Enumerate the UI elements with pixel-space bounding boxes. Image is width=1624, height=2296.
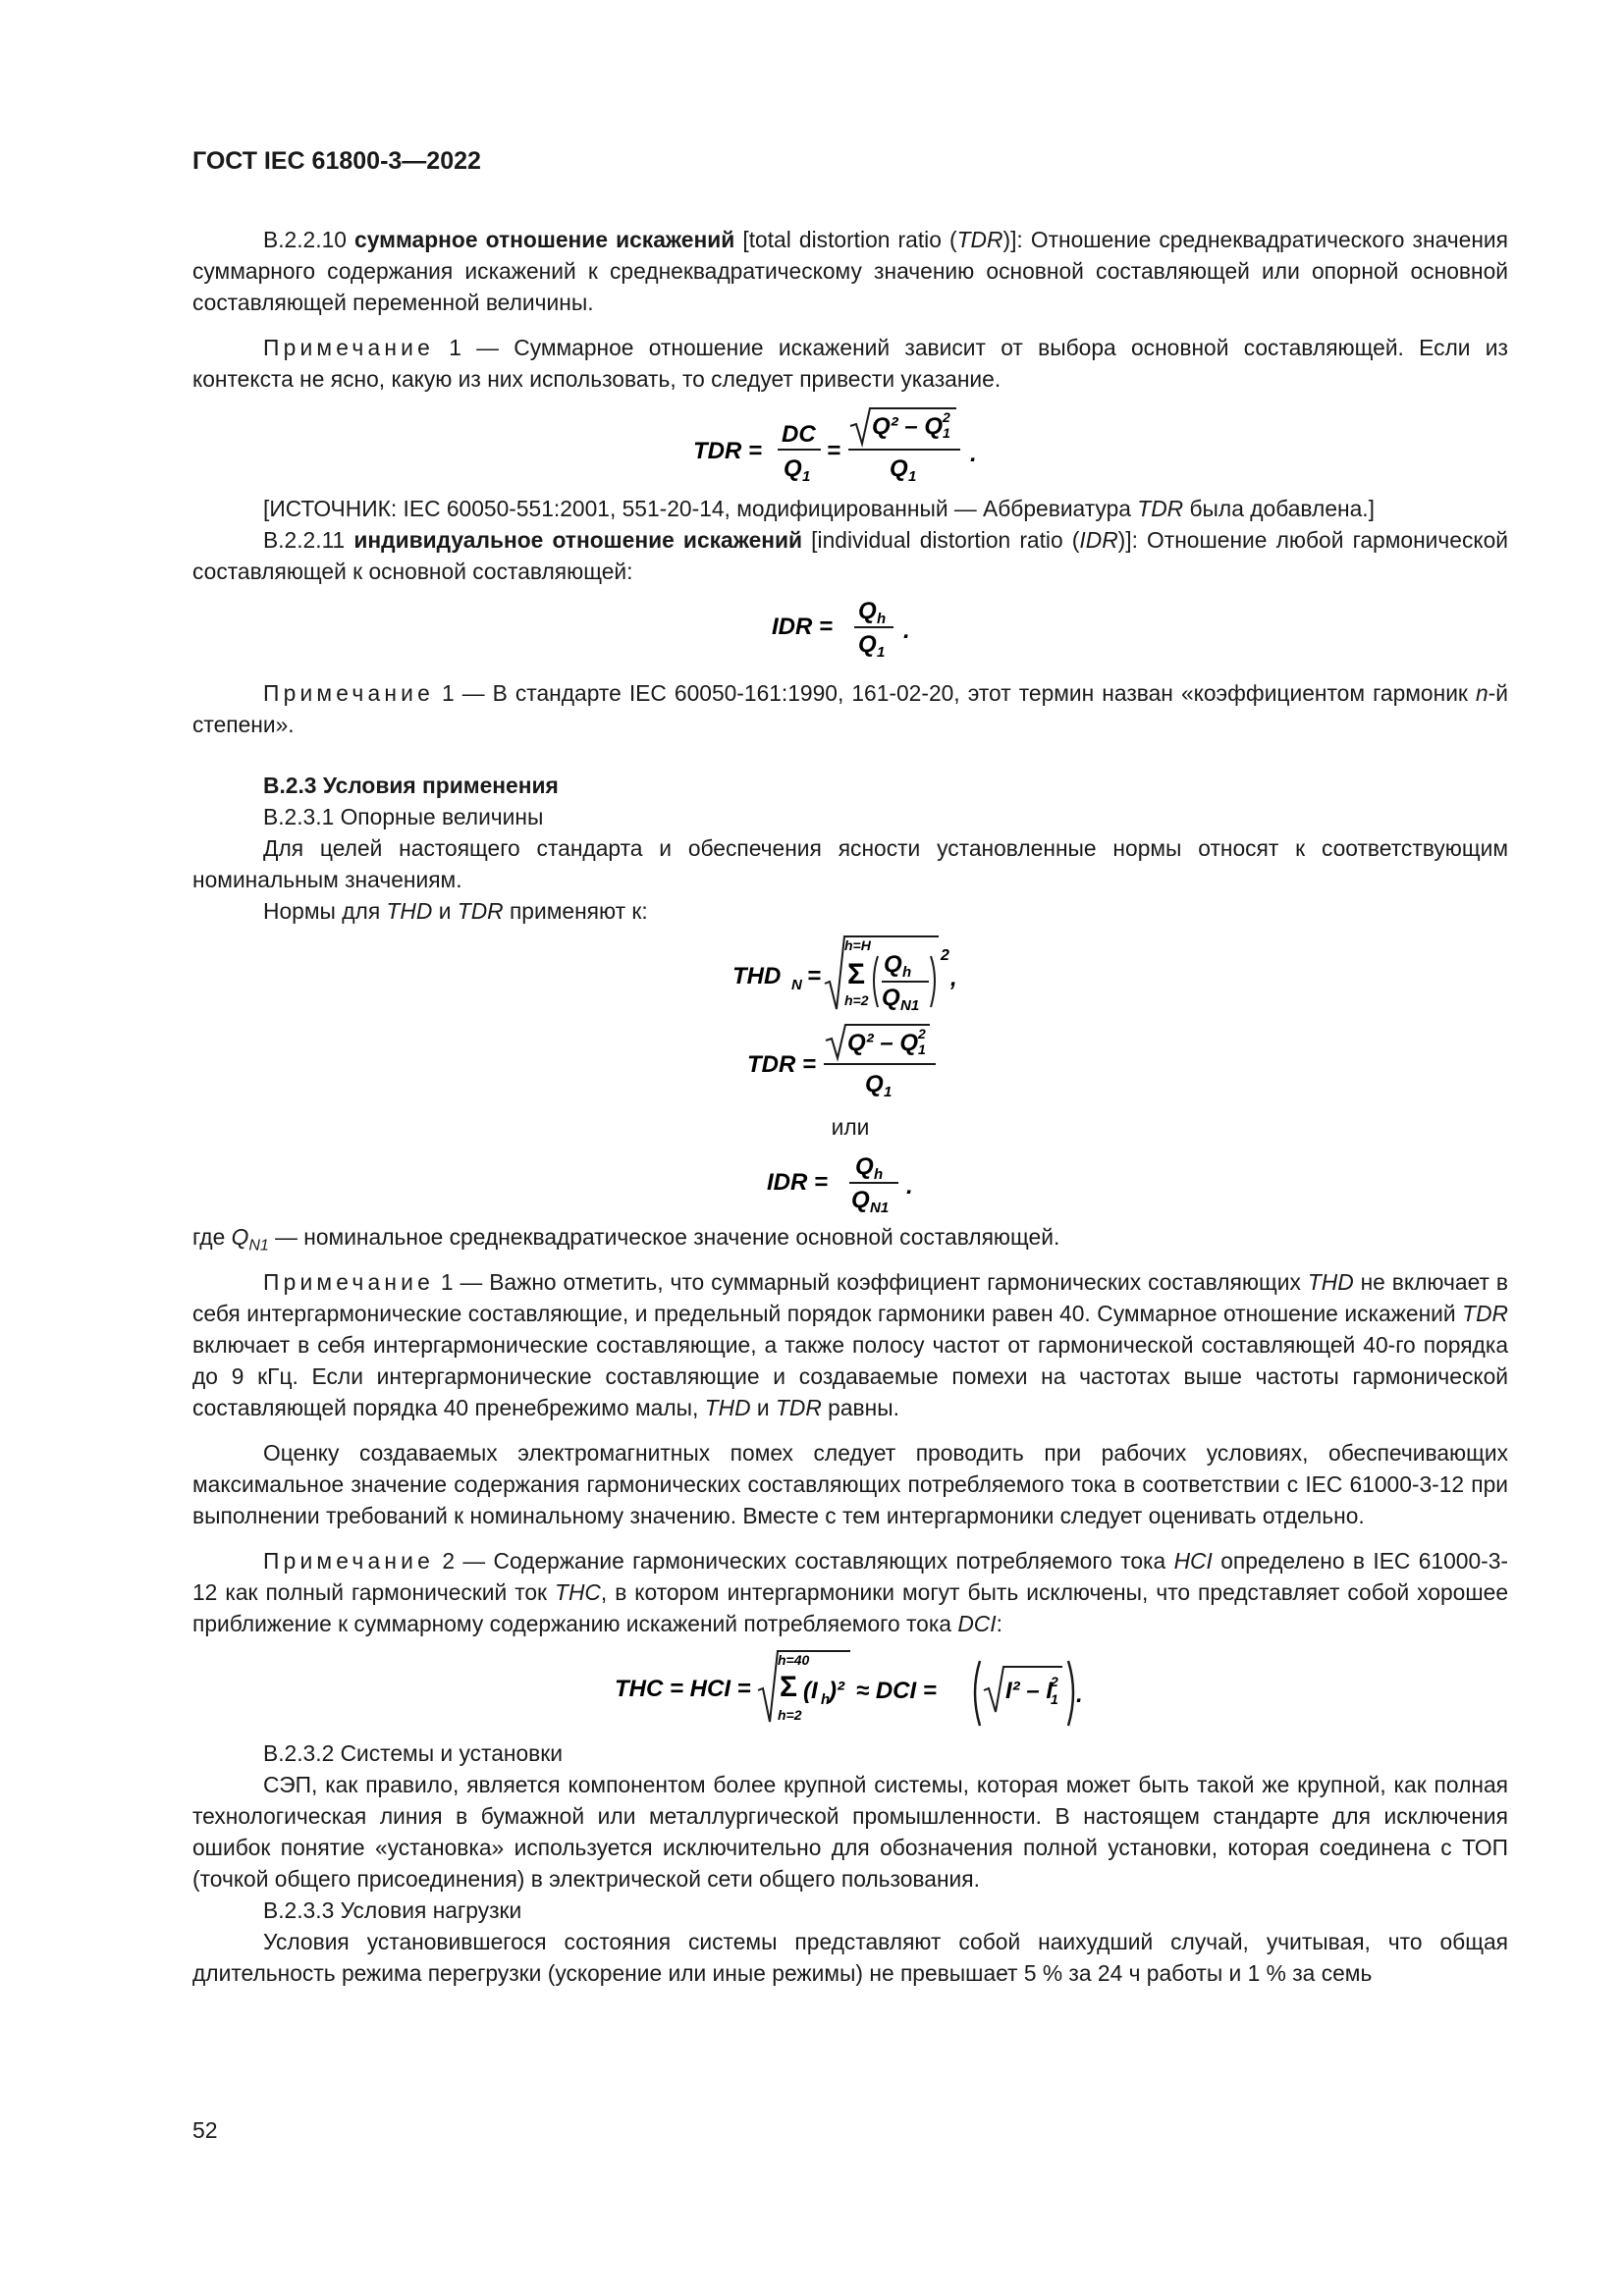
svg-text:Q: Q: [784, 455, 802, 482]
formula-thdn: [192, 933, 1508, 1017]
svg-text:N1: N1: [900, 997, 920, 1014]
svg-text:1: 1: [918, 1041, 926, 1057]
note-idr: Примечание 1 — В стандарте IEC 60050-161:1990, 161-02-20, этот термин назван «коэффициентом гармоник n-й степени».: [192, 680, 1508, 737]
formula-tdr-1: [192, 404, 1508, 493]
section-heading-b23: В.2.3 Условия применения: [263, 773, 559, 798]
subsection-b231: В.2.3.1 Опорные величины: [263, 804, 544, 829]
svg-text:1: 1: [943, 425, 950, 441]
svg-text:1: 1: [802, 468, 811, 485]
note-2: Примечание 2 — Содержание гармонических составляющих потребляемого тока HCI определено в IEC 61000-3-12 как полный гармонический ток THC, в котором интергармоники могут быть исключены, что представляет собой хорошее приближение к суммарному содержанию искажений потребляемого тока DCI:: [192, 1547, 1508, 1636]
svg-text:I² – I: I² – I: [1005, 1677, 1054, 1704]
svg-text:TDR =: TDR =: [747, 1051, 817, 1078]
svg-text:Q: Q: [884, 951, 902, 978]
svg-text:THD: THD: [732, 963, 782, 989]
svg-text:=: =: [827, 438, 841, 464]
svg-text:1: 1: [884, 1084, 893, 1100]
svg-text:(I: (I: [803, 1677, 818, 1704]
svg-text:h: h: [877, 611, 887, 627]
subsection-b232: В.2.3.2 Системы и установки: [263, 1739, 563, 1766]
svg-text:)²: )²: [829, 1677, 844, 1704]
note-label: Примечание: [263, 335, 434, 360]
svg-text:Q: Q: [855, 1153, 874, 1180]
svg-text:h: h: [874, 1166, 884, 1183]
term: суммарное отношение искажений: [354, 227, 735, 252]
svg-text:h=2: h=2: [778, 1706, 802, 1723]
paragraph-b232: СЭП, как правило, является компонентом более крупной системы, которая может быть такой же крупной, как полная технологическая линия в бумажной или металлургической промышленности. В настоящем стандарте для исключения ошибок понятие «установка» используется исключительно для обозначения полной установки, которая соединена с ТОП (точкой общего присоединения) в электрической сети общего пользования.: [192, 1771, 1508, 1892]
svg-text:Q: Q: [882, 985, 900, 1011]
svg-text:h=H: h=H: [844, 937, 871, 953]
svg-text:THC = HCI =: THC = HCI =: [615, 1675, 751, 1702]
formula-idr-2: [192, 1148, 1508, 1219]
svg-text:.: .: [906, 1173, 913, 1200]
svg-text:h=40: h=40: [778, 1651, 810, 1668]
svg-text:2: 2: [943, 409, 950, 425]
svg-text:h=2: h=2: [844, 992, 869, 1008]
paragraph-b233: Условия установившегося состояния системы представляют собой наихудший случай, учитывая, что общая длительность режима перегрузки (ускорение или иные режимы) не превышает 5 % за 24 ч работы и 1 % за семь: [192, 1928, 1508, 1986]
svg-text:IDR =: IDR =: [772, 614, 834, 640]
svg-text:DC: DC: [782, 421, 816, 448]
paragraph-assessment: Оценку создаваемых электромагнитных помех следует проводить при рабочих условиях, обеспечивающих максимальное значение содержания гармонических составляющих потребляемого тока в соответствии с IEC 61000-3-12 при выполнении требований к номинальному значению. Вместе с тем интергармоники следует оценивать отдельно.: [192, 1439, 1508, 1528]
formula-idr-1: [192, 593, 1508, 664]
svg-text:Σ: Σ: [847, 958, 866, 990]
svg-text:h: h: [902, 964, 912, 981]
paragraph-b2210: В.2.2.10 суммарное отношение искажений [total distortion ratio (TDR)]: Отношение среднеквадратического значения суммарного содержания искажений к среднеквадратическому значению основной составляющей или опорной основной составляющей переменной величины.: [192, 227, 1508, 315]
or-label: или: [831, 1114, 870, 1140]
svg-text:IDR =: IDR =: [767, 1169, 829, 1196]
svg-text:Q: Q: [858, 598, 877, 624]
paragraph-b2211: В.2.2.11 индивидуальное отношение искажений [individual distortion ratio (IDR)]: Отношение любой гармонической составляющей к основной составляющей:: [192, 527, 1509, 584]
formula-lhs: TDR =: [693, 438, 763, 464]
svg-text:Q² – Q: Q² – Q: [847, 1030, 919, 1056]
svg-text:1: 1: [877, 644, 886, 661]
svg-text:1: 1: [1051, 1690, 1058, 1707]
svg-text:1: 1: [908, 468, 917, 485]
note-tdr: Примечание 1 — Суммарное отношение искажений зависит от выбора основной составляющей. Если из контекста не ясно, какую из них использовать, то следует привести указание.: [192, 335, 1508, 392]
term: индивидуальное отношение искажений: [353, 527, 803, 553]
svg-text:=: =: [807, 963, 822, 989]
svg-text:Q² – Q: Q² – Q: [872, 413, 944, 440]
subsection-b233: В.2.3.3 Условия нагрузки: [263, 1896, 522, 1923]
paragraph-b231: Для целей настоящего стандарта и обеспечения ясности установленные нормы относят к соответствующим номинальным значениям.: [192, 835, 1508, 892]
svg-text:Q: Q: [890, 455, 908, 482]
svg-text:Q: Q: [858, 631, 877, 658]
note-label: Примечание: [263, 1268, 434, 1295]
where-clause: где $Q_{N1}$ — номинальное среднеквадратическое значение основной составляющей.: [192, 1224, 1060, 1255]
svg-text:2: 2: [918, 1026, 926, 1041]
note-label: Примечание: [263, 680, 434, 706]
paragraph-norms: Нормы для THD и TDR применяют к:: [263, 898, 648, 924]
svg-text:2: 2: [1051, 1673, 1058, 1689]
svg-text:N: N: [791, 977, 802, 993]
svg-text:.: .: [903, 617, 910, 644]
source-note: [ИСТОЧНИК: IEC 60050-551:2001, 551-20-14, модифицированный — Аббревиатура TDR была добавлена.]: [263, 496, 1375, 521]
svg-text:Q: Q: [865, 1071, 884, 1097]
page-number: 52: [192, 2117, 218, 2143]
svg-text:Σ: Σ: [780, 1670, 798, 1703]
formula-thc: [192, 1647, 1508, 1732]
note-label: Примечание: [263, 1547, 434, 1574]
svg-text:2: 2: [941, 947, 949, 964]
svg-text:≈ DCI =: ≈ DCI =: [856, 1677, 937, 1704]
svg-text:N1: N1: [870, 1200, 890, 1216]
svg-text:.: .: [1076, 1681, 1083, 1708]
svg-text:h: h: [821, 1690, 831, 1708]
svg-text:.: .: [970, 441, 977, 467]
svg-text:Q: Q: [851, 1187, 870, 1213]
note-1: Примечание 1 — Важно отметить, что суммарный коэффициент гармонических составляющих THD не включает в себя интергармонические составляющие, и предельный порядок гармоники равен 40. Суммарное отношение искажений TDR включает в себя интергармонические составляющие, а также полосу частот от гармонической составляющей 40-го порядка до 9 кГц. Если интергармонические составляющие и создаваемые помехи на частотах выше частоты гармонической составляющей порядка 40 пренебрежимо малы, THD и TDR равны.: [192, 1268, 1508, 1420]
formula-tdr-2: [192, 1021, 1508, 1103]
svg-text:,: ,: [950, 965, 957, 991]
document-body: [192, 224, 1508, 1989]
document-header: ГОСТ IEC 61800-3—2022: [192, 147, 481, 175]
